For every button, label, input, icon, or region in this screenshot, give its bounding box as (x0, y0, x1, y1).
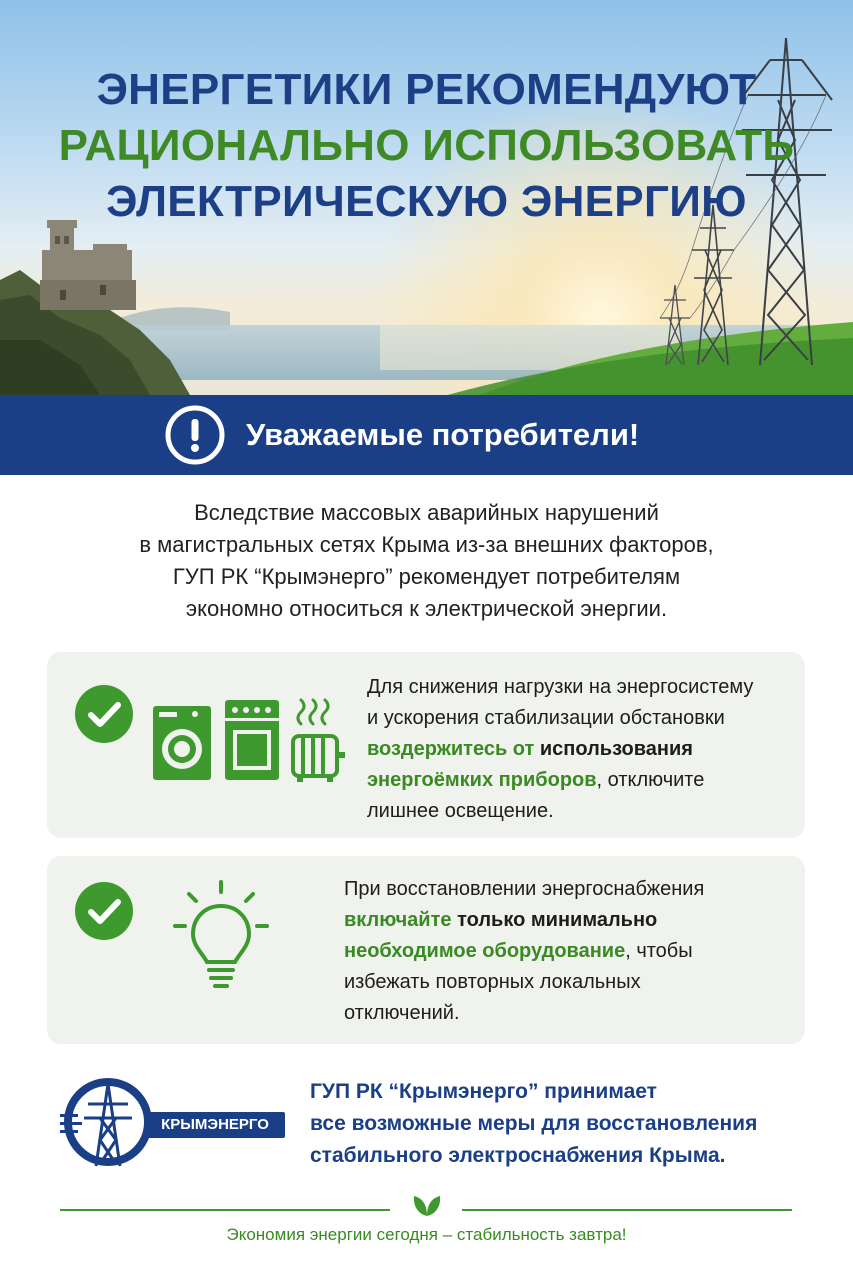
page-title (0, 62, 853, 230)
card-text (367, 672, 753, 827)
heater-icon (293, 700, 345, 782)
leaf-icon (408, 1192, 446, 1218)
card-text-line (367, 734, 753, 765)
check-icon (75, 882, 133, 940)
bold-text: использования (534, 738, 693, 760)
footer-message-line: ГУП РК “Крымэнерго” принимает (310, 1080, 657, 1103)
card-text-line (344, 905, 704, 936)
divider-line (60, 1209, 390, 1211)
highlight-text: необходимое оборудование (344, 940, 626, 962)
recommendation-card-equipment (47, 856, 805, 1044)
card-text-line: При восстановлении энергоснабжения (344, 878, 705, 900)
hero-section (0, 0, 853, 400)
intro-paragraph (100, 497, 753, 625)
bold-text: только минимально (451, 909, 658, 931)
card-text-line: лишнее освещение. (367, 800, 554, 822)
washing-machine-icon (153, 706, 211, 780)
card-text (344, 874, 704, 1029)
plain-text: , чтобы (625, 940, 693, 962)
footer-message-line: все возможные меры для восстановления (310, 1112, 758, 1135)
card-text-line: Для снижения нагрузки на энергосистему (367, 676, 754, 698)
highlight-text: энергоёмких приборов (367, 769, 597, 791)
intro-line: экономно относиться к электрической энергии. (185, 596, 668, 621)
check-icon (75, 685, 133, 743)
divider-line (462, 1209, 792, 1211)
intro-line: в магистральных сетях Крыма из-за внешних факторов, (139, 532, 714, 557)
light-bulb-icon (167, 876, 277, 994)
card-text-line (344, 936, 704, 967)
recommendation-card-appliances (47, 652, 805, 838)
card-text-line (367, 765, 753, 796)
slogan: Экономия энергии сегодня – стабильность завтра! (226, 1225, 627, 1244)
intro-line: Вследствие массовых аварийных нарушений (194, 500, 659, 525)
highlight-text: воздержитесь от (367, 738, 535, 760)
logo-text: КРЫМЭНЕРГО (145, 1112, 285, 1138)
intro-line: ГУП РК “Крымэнерго” рекомендует потребителям (172, 564, 681, 589)
card-text-line: отключений. (344, 1002, 460, 1024)
highlight-text: включайте (344, 909, 452, 931)
card-text-line: и ускорения стабилизации обстановки (367, 707, 725, 729)
exclamation-circle-icon (164, 404, 226, 466)
card-text-line: избежать повторных локальных (344, 971, 641, 993)
banner-title: Уважаемые потребители! (246, 417, 640, 452)
title-line-2: РАЦИОНАЛЬНО ИСПОЛЬЗОВАТЬ (58, 121, 795, 170)
footer-message-line: стабильного электроснабжения Крыма. (310, 1144, 726, 1167)
plain-text: , отключите (596, 769, 705, 791)
footer-message (310, 1076, 757, 1172)
title-line-3: ЭЛЕКТРИЧЕСКУЮ ЭНЕРГИЮ (106, 177, 747, 226)
title-line-1: ЭНЕРГЕТИКИ РЕКОМЕНДУЮТ (96, 65, 757, 114)
oven-icon (225, 700, 279, 780)
appliance-icons (151, 696, 351, 786)
